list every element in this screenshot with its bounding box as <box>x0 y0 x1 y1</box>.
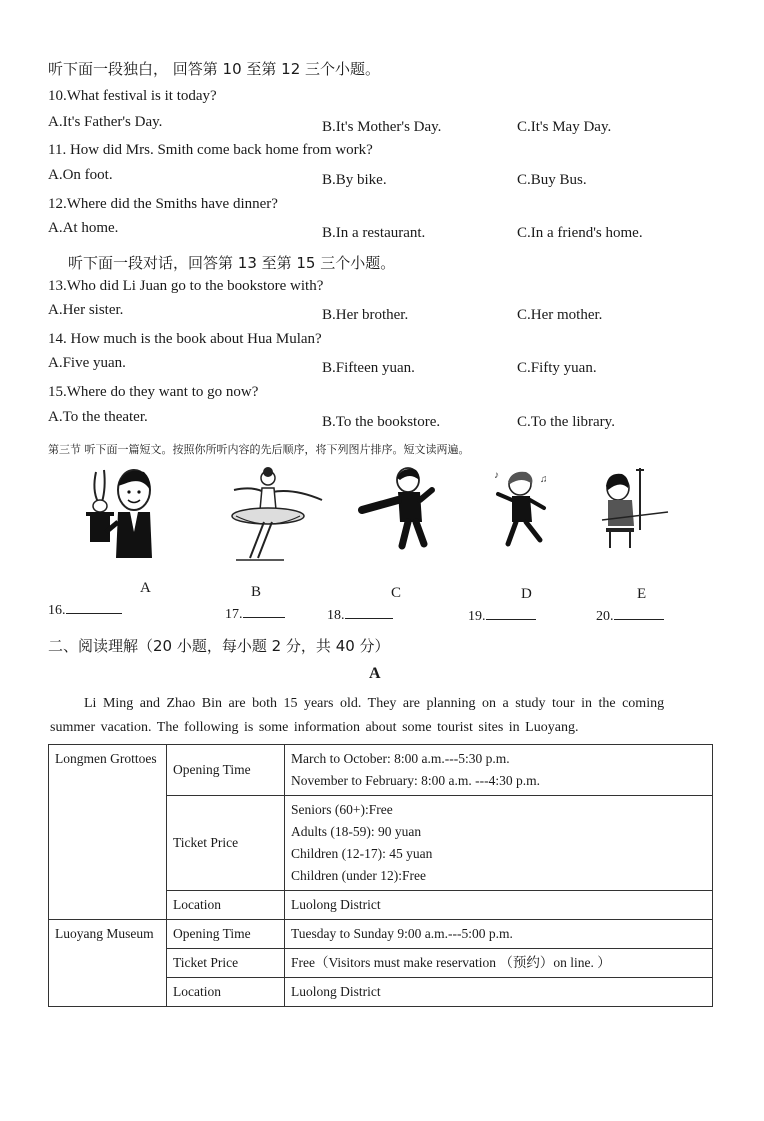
q13-option-b: B.Her brother. <box>322 307 409 323</box>
picture-label-c: C <box>391 585 402 601</box>
q13-option-c: C.Her mother. <box>517 307 603 323</box>
dialogue-instruction: 听下面一段对话，回答第 13 至第 15 三个小题。 <box>68 254 396 272</box>
q14-option-c: C.Fifty yuan. <box>517 360 597 376</box>
q14-option-a: A.Five yuan. <box>48 355 126 371</box>
passage-line-2: summer vacation. The following is some information about some tourist sites in Luoyang. <box>50 720 579 735</box>
q11-option-c: C.Buy Bus. <box>517 172 587 188</box>
site-name-museum: Luoyang Museum <box>49 920 167 1007</box>
q15-option-c: C.To the library. <box>517 414 615 430</box>
label-opening-time: Opening Time <box>167 745 285 796</box>
label-ticket-price: Ticket Price <box>167 949 285 978</box>
q14-option-b: B.Fifteen yuan. <box>322 360 415 376</box>
museum-opening-time: Tuesday to Sunday 9:00 a.m.---5:00 p.m. <box>285 920 713 949</box>
passage-letter: A <box>369 665 381 682</box>
table-row <box>49 745 713 796</box>
answer-blank-18[interactable]: 18. <box>327 606 393 624</box>
answer-blank-20[interactable]: 20. <box>596 607 664 625</box>
question-14: 14. How much is the book about Hua Mulan? <box>48 331 322 347</box>
svg-text:♪: ♪ <box>494 470 499 481</box>
q11-option-b: B.By bike. <box>322 172 387 188</box>
part2-title: 二、阅读理解（20 小题，每小题 2 分，共 40 分） <box>48 637 390 655</box>
q15-option-b: B.To the bookstore. <box>322 414 441 430</box>
longmen-opening-time: March to October: 8:00 a.m.---5:30 p.m. November to February: 8:00 a.m. ---4:30 p.m. <box>285 745 713 796</box>
q10-option-c: C.It's May Day. <box>517 119 612 135</box>
longmen-ticket-prices: Seniors (60+):Free Adults (18-59): 90 yuan Children (12-17): 45 yuan Children (under 12):Free <box>285 796 713 891</box>
longmen-location: Luolong District <box>285 891 713 920</box>
q12-option-b: B.In a restaurant. <box>322 225 426 241</box>
q12-option-a: A.At home. <box>48 220 119 236</box>
answer-blank-16[interactable]: 16. <box>48 601 122 619</box>
answer-blank-19[interactable]: 19. <box>468 607 536 625</box>
question-10: 10.What festival is it today? <box>48 88 217 104</box>
q12-option-c: C.In a friend's home. <box>517 225 643 241</box>
question-15: 15.Where do they want to go now? <box>48 384 259 400</box>
erhu-player-icon <box>598 466 670 552</box>
label-location: Location <box>167 978 285 1007</box>
label-location: Location <box>167 891 285 920</box>
question-13: 13.Who did Li Juan go to the bookstore with? <box>48 278 324 294</box>
question-12: 12.Where did the Smiths have dinner? <box>48 196 278 212</box>
answer-blank-17[interactable]: 17. <box>225 605 285 623</box>
svg-text:♫: ♫ <box>540 474 548 485</box>
magician-rabbit-hat-icon <box>84 462 156 562</box>
q15-option-a: A.To the theater. <box>48 409 148 425</box>
picture-label-d: D <box>521 586 532 602</box>
museum-location: Luolong District <box>285 978 713 1007</box>
picture-label-e: E <box>637 586 647 602</box>
passage-line-1: Li Ming and Zhao Bin are both 15 years old. They are planning on a study tour in the coming <box>84 696 665 711</box>
label-opening-time: Opening Time <box>167 920 285 949</box>
section3-instruction: 第三节 听下面一篇短文。按照你所听内容的先后顺序，将下列图片排序。短文读两遍。 <box>48 443 470 456</box>
label-ticket-price: Ticket Price <box>167 796 285 891</box>
picture-label-a: A <box>140 580 151 596</box>
q10-option-b: B.It's Mother's Day. <box>322 119 442 135</box>
q10-option-a: A.It's Father's Day. <box>48 114 163 130</box>
table-row <box>49 920 713 949</box>
picture-label-b: B <box>251 584 262 600</box>
museum-ticket-price: Free（Visitors must make reservation （预约）on line. ） <box>285 949 713 978</box>
tourist-sites-table <box>48 744 713 1007</box>
ballet-dancer-icon <box>228 466 326 566</box>
singer-dancing-icon <box>492 466 554 548</box>
monologue-instruction: 听下面一段独白， 回答第 10 至第 12 三个小题。 <box>48 60 381 78</box>
q11-option-a: A.On foot. <box>48 167 113 183</box>
kung-fu-kick-icon <box>358 466 438 550</box>
question-11: 11. How did Mrs. Smith come back home from work? <box>48 142 373 158</box>
q13-option-a: A.Her sister. <box>48 302 124 318</box>
site-name-longmen: Longmen Grottoes <box>49 745 167 920</box>
